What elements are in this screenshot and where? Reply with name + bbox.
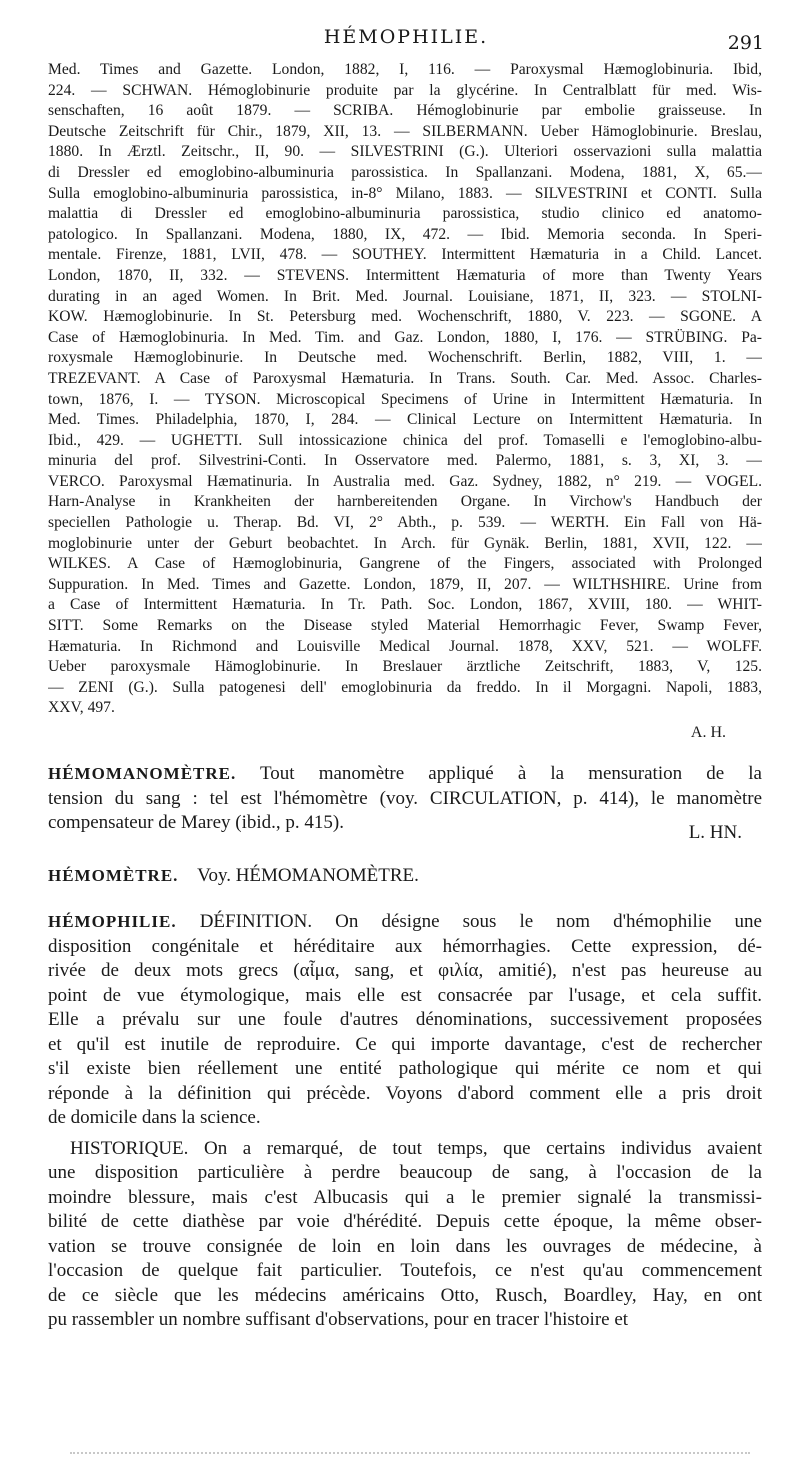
bibliography-line: Hæmaturia. In Richmond and Louisville Medical Journal. 1878, XXV, 521. — WOLFF.: [48, 637, 762, 655]
entry-line: tension du sang : tel est l'hémomètre (voy. CIRCULATION, p. 414), le manomètre: [48, 787, 762, 809]
paragraph-line: une disposition particulière à perdre beaucoup de sang, à l'occasion de la: [48, 1162, 762, 1183]
paragraph-line: On désigne sous le nom d'hémophilie une: [335, 911, 762, 932]
faded-bottom-line: [70, 1452, 750, 1457]
bibliography-line: Sulla emoglobino-albuminuria parossistica, in-8° Milano, 1883. — SILVESTRINI et CONTI. Sulla: [48, 184, 762, 202]
bibliography-line: TREZEVANT. A Case of Paroxysmal Hæmaturia. In Trans. South. Car. Med. Assoc. Charles-: [48, 369, 762, 387]
running-head: [48, 22, 764, 58]
bibliography-line: Ueber paroxysmale Hämoglobinurie. In Breslauer ärztliche Zeitschrift, 1883, V, 125.: [48, 658, 762, 676]
bibliography-line: 1880. In Ærztl. Zeitschr., II, 90. — SILVESTRINI (G.). Ulteriori osservazioni sulla malattia: [48, 143, 762, 161]
paragraph-line: moindre blessure, mais c'est Albucasis qui a le premier signalé la transmissi-: [48, 1186, 762, 1208]
bibliography-line: Harn-Analyse in Krankheiten der harnbereitenden Organe. In Virchow's Handbuch der: [48, 493, 762, 511]
bibliography-line: 224. — SCHWAN. Hémoglobinurie produite par la glycérine. In Centralblatt für med. Wis-: [48, 81, 762, 99]
historique-label: HISTORIQUE.: [70, 1137, 189, 1159]
bibliography-line: malattia di Dressler ed emoglobino-albuminuria parossistica, studio clinico ed anatomo-: [48, 205, 762, 223]
paragraph-line: et qu'il est inutile de reproduire. Ce qui importe davantage, c'est de rechercher: [48, 1033, 762, 1055]
headword-hemophilie: HÉMOPHILIE.: [48, 912, 177, 931]
bibliography-line: senschaften, 16 août 1879. — SCRIBA. Hémoglobinurie par embolie graisseuse. In: [48, 102, 762, 120]
definition-label: DÉFINITION.: [199, 911, 313, 932]
bibliography-line: Suppuration. In Med. Times and Gazette. London, 1879, II, 207. — WILTHSHIRE. Urine from: [48, 575, 762, 593]
paragraph-line: disposition congénitale et héréditaire aux hémorrhagies. Cette expression, dé-: [48, 935, 762, 957]
headword-hemomanometre: HÉMOMANOMÈTRE.: [48, 764, 237, 783]
bibliography-line: London, 1870, II, 332. — STEVENS. Intermittent Hæmaturia of more than Twenty Years: [48, 266, 762, 284]
entry-author: L. HN.: [688, 822, 742, 843]
bibliography-line: WILKES. A Case of Hæmoglobinuria, Gangrene of the Fingers, associated with Prolonged: [48, 555, 762, 573]
bibliography-line: VERCO. Paroxysmal Hæmatinuria. In Australia med. Gaz. Sydney, 1882, n° 219. — VOGEL.: [48, 472, 762, 490]
paragraph-line: Elle a prévalu sur une foule d'autres dénominations, successivement proposées: [48, 1009, 762, 1030]
bibliography-line: speciellen Pathologie u. Therap. Bd. VI, 2° Abth., p. 539. — WERTH. Ein Fall von Hä-: [48, 514, 762, 532]
bibliography-line: SITT. Some Remarks on the Disease styled Material Hemorrhagic Fever, Swamp Fever,: [48, 617, 762, 635]
paragraph-line: point de vue étymologique, mais elle est consacrée par l'usage, et cela suffit.: [48, 984, 762, 1006]
bibliography-block: [48, 60, 762, 719]
paragraph-line: rivée de deux mots grecs (αἷμα, sang, et φιλία, amitié), n'est pas heureuse au: [48, 960, 762, 981]
paragraph-line: bilité de cette diathèse par voie d'hérédité. Depuis cette époque, la même obser-: [48, 1211, 762, 1232]
bibliography-signature: A. H.: [690, 724, 726, 741]
running-title: HÉMOPHILIE.: [323, 26, 489, 48]
entry-hemophilie: [48, 910, 762, 1333]
bibliography-line: a Case of Intermittent Hæmaturia. In Tr. Path. Soc. London, 1867, XVIII, 180. — WHIT-: [48, 596, 762, 614]
paragraph-line: de ce siècle que les médecins américains Otto, Rusch, Boardley, Hay, en ont: [48, 1284, 762, 1306]
bibliography-line: di Dressler ed emoglobino-albuminuria parossistica. In Spallanzani. Modena, 1881, X, 65.—: [48, 163, 762, 181]
bibliography-line: moglobinurie unter der Geburt beobachtet. In Arch. für Gynäk. Berlin, 1881, XVII, 122. —: [48, 534, 762, 552]
paragraph-line: On a remarqué, de tout temps, que certains individus avaient: [203, 1137, 762, 1159]
bibliography-line: minuria del prof. Silvestrini-Conti. In Osservatore med. Palermo, 1881, s. 3, XI, 3. —: [48, 452, 762, 470]
paragraph-line: s'il existe bien réellement une entité pathologique qui mérite ce nom et qui: [48, 1058, 762, 1079]
headword-hemometre: HÉMOMÈTRE.: [48, 866, 179, 885]
bibliography-line: XXV, 497.: [48, 699, 115, 717]
entry-hemometre: [48, 864, 762, 889]
entry-hemomanometre: [48, 762, 762, 836]
paragraph-line: pu rassembler un nombre suffisant d'observations, pour en tracer l'histoire et: [48, 1309, 629, 1330]
bibliography-line: Case of Hæmoglobinuria. In Med. Tim. and Gaz. London, 1880, I, 176. — STRÜBING. Pa-: [48, 328, 762, 346]
paragraph-line: réponde à la définition qui précède. Voyons d'abord comment elle a pris droit: [48, 1082, 762, 1104]
bibliography-line: Ibid., 429. — UGHETTI. Sull intossicazione chinica del prof. Tomaselli e l'emoglobino-albu-: [48, 431, 762, 449]
entry-line: compensateur de Marey (ibid., p. 415).: [48, 812, 344, 833]
bibliography-line: KOW. Hæmoglobinurie. In St. Petersburg med. Wochenschrift, 1880, V. 223. — SGONE. A: [48, 308, 762, 326]
paragraph-line: vation se trouve consignée de loin en loin dans les ouvrages de médecine, à: [48, 1235, 762, 1257]
bibliography-line: mentale. Firenze, 1881, LVII, 478. — SOUTHEY. Intermittent Hæmaturia in a Child. Lancet.: [48, 246, 762, 264]
bibliography-line: roxysmale Hæmoglobinurie. In Deutsche med. Wochenschrift. Berlin, 1882, VIII, 1. —: [48, 349, 762, 367]
bibliography-line: Deutsche Zeitschrift für Chir., 1879, XII, 13. — SILBERMANN. Ueber Hämoglobinurie. Breslau,: [48, 122, 762, 140]
bibliography-line: Med. Times and Gazette. London, 1882, I, 116. — Paroxysmal Hæmoglobinuria. Ibid,: [48, 61, 762, 78]
cross-reference: Voy. HÉMOMANOMÈTRE.: [197, 865, 419, 886]
bibliography-line: town, 1876, I. — TYSON. Microscopical Specimens of Urine in Intermittent Hæmaturia. In: [48, 390, 762, 408]
entry-line: Tout manomètre appliqué à la mensuration de la: [260, 763, 762, 784]
paragraph-line: l'occasion de quelque fait particulier. Toutefois, ce n'est qu'au commencement: [48, 1260, 762, 1281]
bibliography-line: durating in an aged Women. In Brit. Med. Journal. Louisiane, 1871, II, 323. — STOLNI-: [48, 287, 762, 305]
bibliography-line: patologico. In Spallanzani. Modena, 1880, IX, 472. — Ibid. Memoria seconda. In Speri-: [48, 225, 762, 243]
bibliography-line: Med. Times. Philadelphia, 1870, I, 284. — Clinical Lecture on Intermittent Hæmaturia. In: [48, 411, 762, 429]
paragraph-line: de domicile dans la science.: [48, 1107, 261, 1128]
bibliography-line: — ZENI (G.). Sulla patogenesi dell' emoglobinuria da freddo. In il Morgagni. Napoli, 1883,: [48, 678, 762, 696]
page-number: 291: [727, 32, 764, 54]
